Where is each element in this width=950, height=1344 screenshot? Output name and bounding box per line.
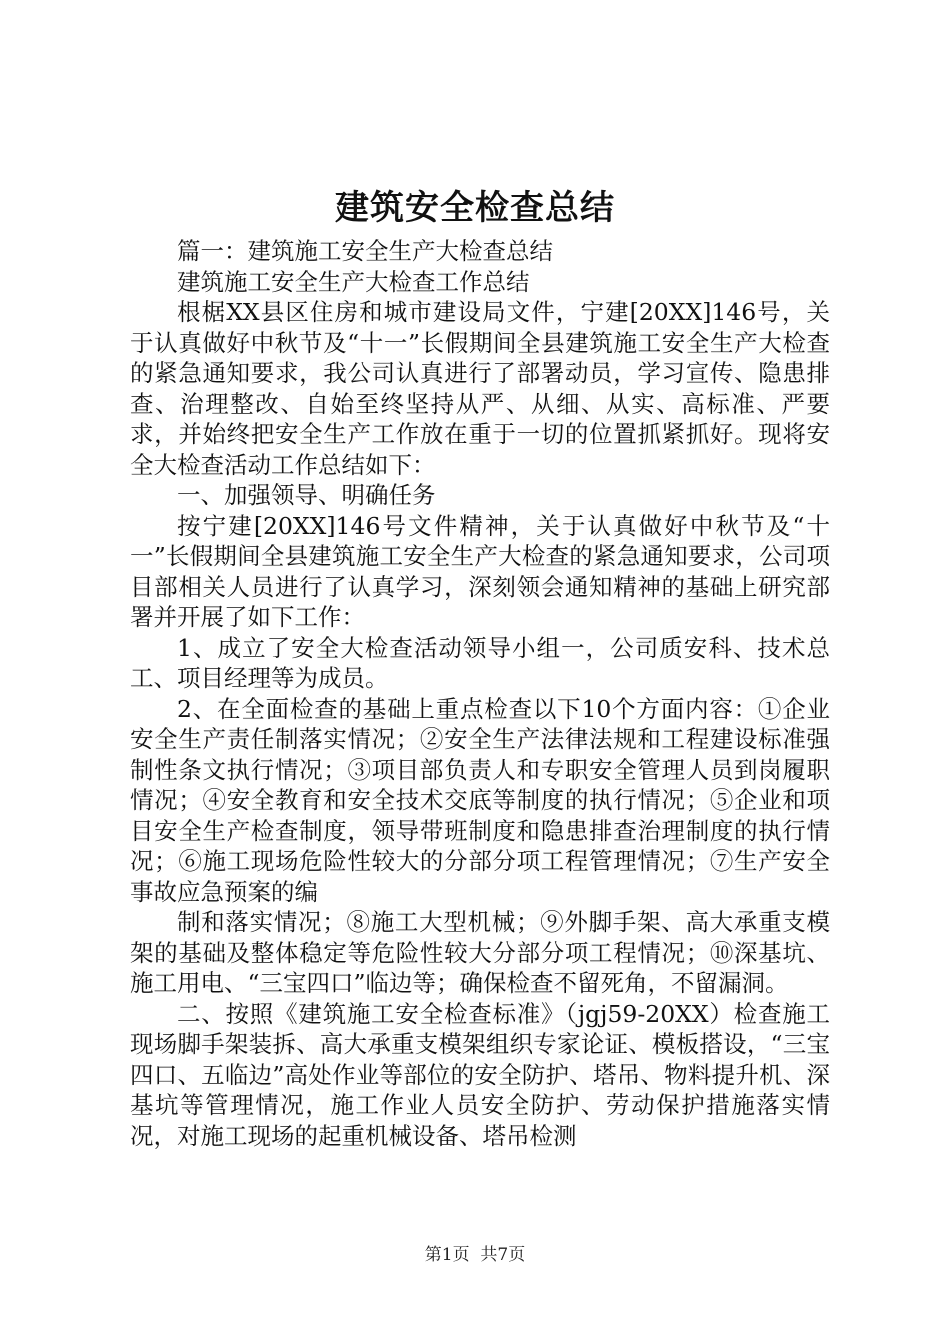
paragraph-item-2-continued: 制和落实情况；⑧施工大型机械；⑨外脚手架、高大承重支模架的基础及整体稳定等危险性较大分部分项工程情况；⑩深基坑、施工用电、“三宝四口”临边等；确保检查不留死角，不留漏洞。 bbox=[130, 908, 830, 997]
paragraph-item-1: 1、成立了安全大检查活动领导小组一，公司质安科、技术总工、项目经理等为成员。 bbox=[130, 633, 830, 692]
page-number: 第1页 共7页 bbox=[424, 1245, 526, 1265]
paragraph-subtitle: 建筑施工安全生产大检查工作总结 bbox=[177, 267, 530, 296]
paragraph-intro: 根椐XX县区住房和城市建设局文件，宁建[20XX]146号，关于认真做好中秋节及“十一”长假期间全县建筑施工安全生产大检查的紧急通知要求，我公司认真进行了部署动员，学习宣传、隐患排查、治理整改、自始至终坚持从严、从细、从实、高标准、严要求，并始终把安全生产工作放在重于一切的位置抓紧抓好。现将安全大检查活动工作总结如下： bbox=[130, 298, 830, 479]
paragraph-heading-2: 二、按照《建筑施工安全检查标准》（jgj59-20XX）检查施工现场脚手架装拆、高大承重支模架组织专家论证、模板搭设，“三宝四口、五临边”高处作业等部位的安全防护、塔吊、物料提升机、深基坑等管理情况，施工作业人员安全防护、劳动保护措施落实情况，对施工现场的起重机械设备、塔吊检测 bbox=[130, 999, 830, 1150]
document-body bbox=[130, 236, 830, 1151]
paragraph-item-2: 2、在全面检查的基础上重点检查以下10个方面内容：①企业安全生产责任制落实情况；②安全生产法律法规和工程建设标准强制性条文执行情况；③项目部负责人和专职安全管理人员到岗履职情况；④安全教育和安全技术交底等制度的执行情况；⑤企业和项目安全生产检查制度，领导带班制度和隐患排查治理制度的执行情况；⑥施工现场危险性较大的分部分项工程管理情况；⑦生产安全事故应急预案的编 bbox=[130, 694, 830, 906]
page-footer bbox=[0, 1244, 950, 1266]
paragraph-section-heading: 篇一：建筑施工安全生产大检查总结 bbox=[177, 237, 553, 265]
paragraph-heading-1: 一、加强领导、明确任务 bbox=[177, 481, 436, 509]
document-title: 建筑安全检查总结 bbox=[335, 188, 615, 228]
paragraph-body: 按宁建[20XX]146号文件精神，关于认真做好中秋节及“十一”长假期间全县建筑施工安全生产大检查的紧急通知要求，公司项目部相关人员进行了认真学习，深刻领会通知精神的基础上研究部署并开展了如下工作： bbox=[130, 511, 830, 631]
